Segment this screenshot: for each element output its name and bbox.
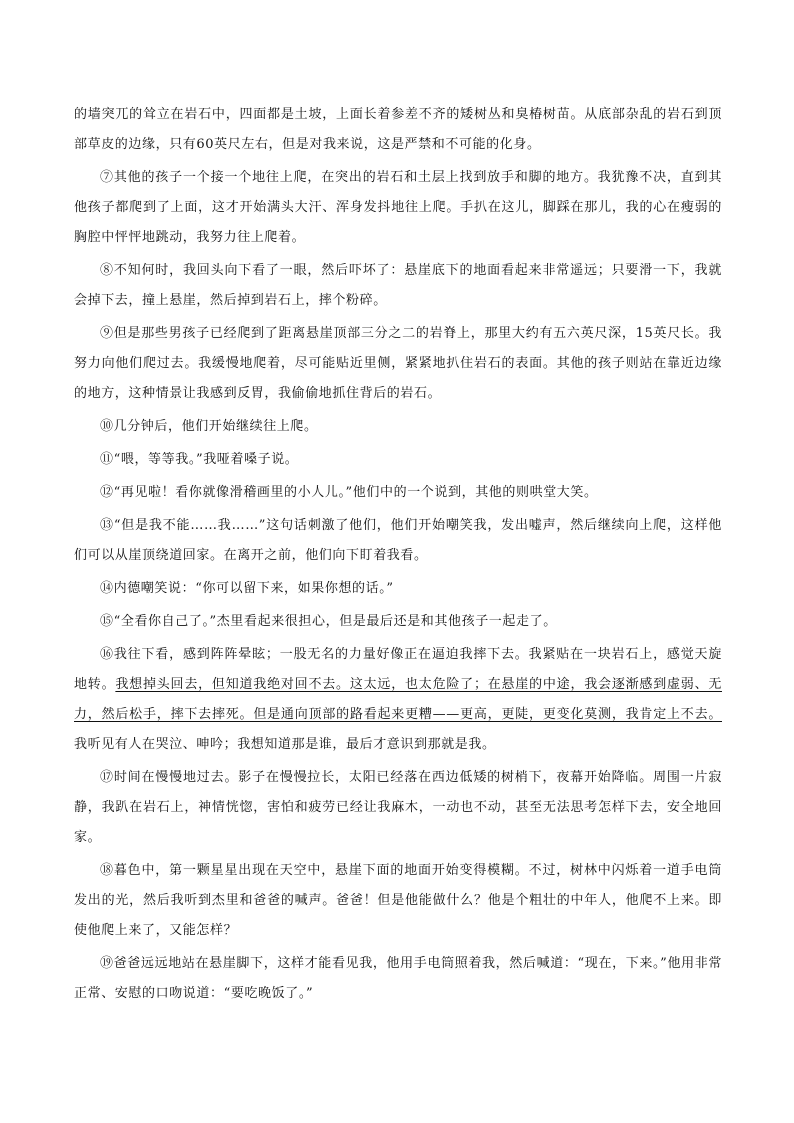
paragraph-16 [74, 640, 722, 760]
paragraph-13: ⑬“但是我不能……我……”这句话刺激了他们，他们开始嘲笑我，发出嘘声，然后继续向上爬，这样他们可以从崖顶绕道回家。在离开之前，他们向下盯着我看。 [74, 518, 722, 563]
paragraph-9: ⑨但是那些男孩子已经爬到了距离悬崖顶部三分之二的岩脊上，那里大约有五六英尺深，15英尺长。我努力向他们爬过去。我缓慢地爬着，尽可能贴近里侧，紧紧地扒住岩石的表面。其他的孩子则站在靠近边缘的地方，这种情景让我感到反胃，我偷偷地抓住背后的岩石。 [74, 326, 722, 401]
paragraph-12: ⑫“再见啦！看你就像滑稽画里的小人儿。”他们中的一个说到，其他的则哄堂大笑。 [100, 485, 598, 500]
paragraph-16-lead: ⑯我往下看，感到阵阵晕眩；一股无名的力量好像正在逼迫我摔下去。我紧贴在一块岩石上，感觉天旋地转。 [74, 647, 722, 692]
paragraph-17: ⑰时间在慢慢地过去。影子在慢慢拉长，太阳已经落在西边低矮的树梢下，夜幕开始降临。周围一片寂静，我趴在岩石上，神情恍惚，害怕和疲劳已经让我麻木，一动也不动，甚至无法思考怎样下去，安全地回家。 [74, 770, 722, 845]
paragraph-continuation: 的墙突兀的耸立在岩石中，四面都是土坡，上面长着参差不齐的矮树丛和臭椿树苗。从底部杂乱的岩石到顶部草皮的边缘，只有60英尺左右，但是对我来说，这是严禁和不可能的化身。 [74, 107, 722, 152]
paragraph-16-tail: 我听见有人在哭泣、呻吟；我想知道那是谁，最后才意识到那就是我。 [74, 737, 496, 752]
paragraph-14: ⑭内德嘲笑说：“你可以留下来，如果你想的话。” [100, 581, 394, 596]
paragraph-18: ⑱暮色中，第一颗星星出现在天空中，悬崖下面的地面开始变得模糊。不过，树林中闪烁着一道手电筒发出的光，然后我听到杰里和爸爸的喊声。爸爸！但是他能做什么？他是个粗壮的中年人，他爬不上来。即使他爬上来了，又能怎样？ [74, 863, 722, 938]
paragraph-19: ⑲爸爸远远地站在悬崖脚下，这样才能看见我，他用手电筒照着我，然后喊道：“现在，下来。”他用非常正常、安慰的口吻说道：“要吃晚饭了。” [74, 956, 722, 1001]
paragraph-7: ⑦其他的孩子一个接一个地往上爬，在突出的岩石和土层上找到放手和脚的地方。我犹豫不决，直到其他孩子都爬到了上面，这才开始满头大汗、浑身发抖地往上爬。手扒在这儿，脚踩在那儿，我的心在瘦弱的胸腔中怦怦地跳动，我努力往上爬着。 [74, 170, 722, 245]
paragraph-15: ⑮“全看你自己了。”杰里看起来很担心，但是最后还是和其他孩子一起走了。 [100, 614, 557, 629]
paragraph-10: ⑩几分钟后，他们开始继续往上爬。 [100, 419, 318, 434]
paragraph-8: ⑧不知何时，我回头向下看了一眼，然后吓坏了：悬崖底下的地面看起来非常遥远；只要滑一下，我就会掉下去，撞上悬崖，然后掉到岩石上，摔个粉碎。 [74, 263, 722, 308]
article-body [74, 100, 722, 1012]
paragraph-11: ⑪“喂，等等我。”我哑着嗓子说。 [100, 452, 299, 467]
underlined-sentence: 我想掉头回去，但知道我绝对回不去。这太远，也太危险了；在悬崖的中途，我会逐渐感到虚弱、无力，然后松手，摔下去摔死。但是通向顶部的路看起来更糟——更高，更陡，更变化莫测，我肯定上不去。 [74, 677, 722, 722]
